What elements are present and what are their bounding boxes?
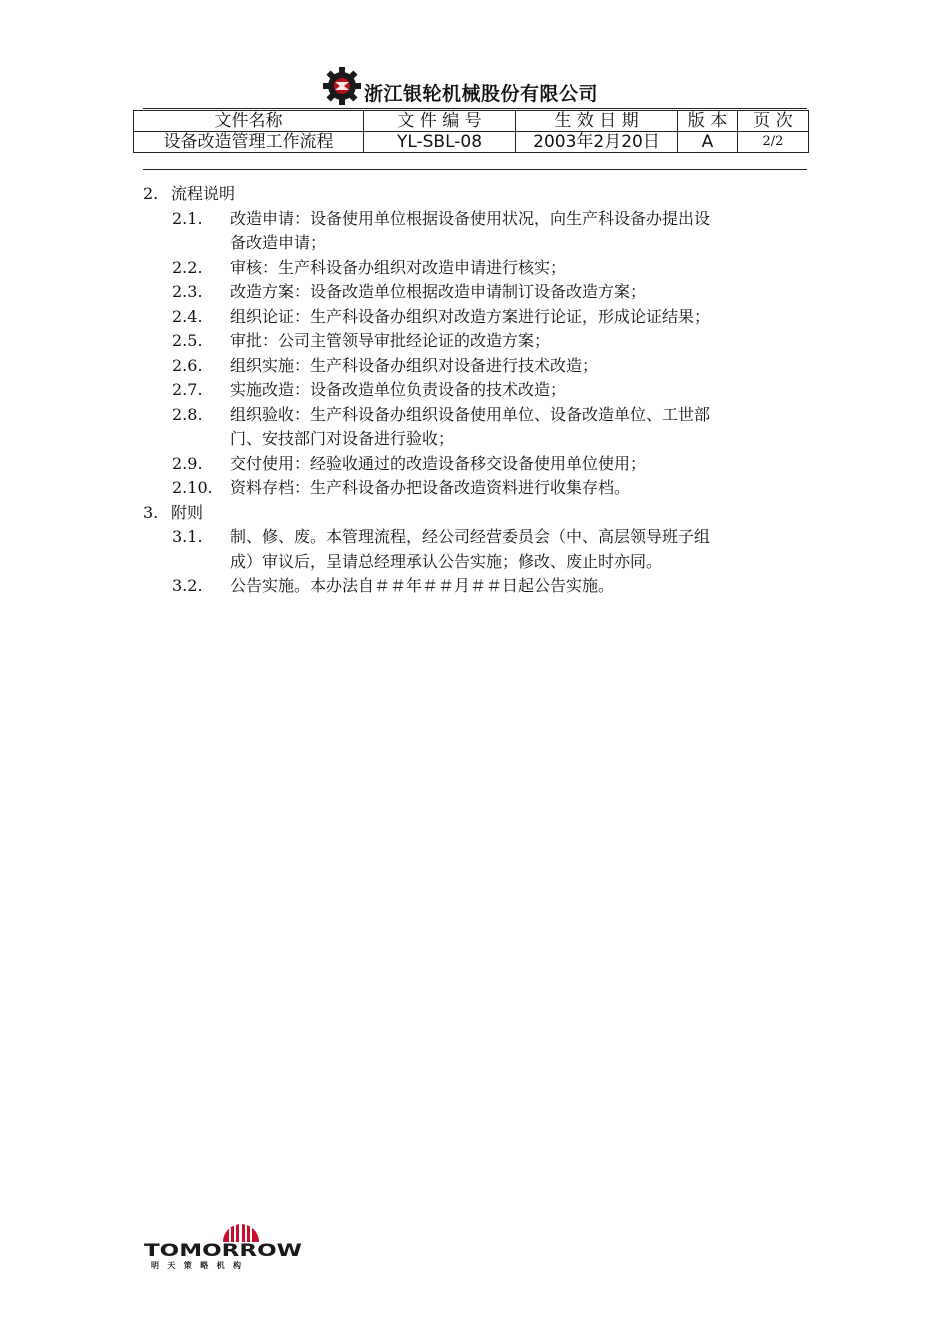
- item-number: 2.9.: [172, 453, 203, 473]
- section-title: 流程说明: [171, 184, 236, 203]
- list-item: [143, 354, 811, 379]
- col-version: 版 本: [678, 111, 738, 132]
- list-item: [143, 256, 811, 281]
- item-text: 资料存档：生产科设备办把设备改造资料进行收集存档。: [230, 478, 631, 497]
- col-doc-name: 文件名称: [134, 111, 364, 132]
- page-number: 2/2: [738, 132, 809, 153]
- item-text: 组织实施：生产科设备办组织对设备进行技术改造；: [230, 355, 599, 375]
- item-text: 公告实施。本办法自＃＃年＃＃月＃＃日起公告实施。: [230, 576, 615, 595]
- logo-wordmark: TOMORROW: [144, 1241, 303, 1261]
- doc-name: 设备改造管理工作流程: [134, 132, 364, 153]
- list-item: [143, 329, 811, 354]
- gear-logo-icon: [322, 66, 362, 106]
- col-page: 页 次: [738, 111, 809, 132]
- table-header-row: [134, 111, 809, 132]
- list-item: [143, 305, 811, 330]
- item-number: 2.8.: [172, 404, 203, 424]
- item-text: 备改造申请；: [230, 233, 327, 252]
- list-item: [143, 452, 811, 477]
- item-text: 门、安技部门对设备进行验收；: [230, 429, 455, 448]
- section-number: 2.: [143, 184, 159, 203]
- tomorrow-logo: [141, 1210, 306, 1270]
- item-number: 3.2.: [172, 576, 203, 595]
- document-body: [143, 182, 811, 599]
- header-top-rule: [143, 108, 807, 109]
- company-name: 浙江银轮机械股份有限公司: [364, 82, 599, 105]
- item-text: 交付使用：经验收通过的改造设备移交设备使用单位使用；: [230, 453, 647, 473]
- list-item: [143, 525, 811, 574]
- company-header: [322, 66, 598, 106]
- document-info-table: [133, 110, 809, 153]
- effective-date: 2003年2月20日: [516, 132, 678, 153]
- item-text: 成）审议后，呈请总经理承认公告实施；修改、废止时亦同。: [230, 551, 663, 571]
- table-value-row: [134, 132, 809, 153]
- item-text: 改造申请：设备使用单位根据设备使用状况，向生产科设备办提出设: [230, 208, 711, 228]
- section-number: 3.: [143, 502, 159, 522]
- item-text: 实施改造：设备改造单位负责设备的技术改造；: [230, 380, 567, 399]
- item-number: 3.1.: [172, 527, 203, 546]
- list-item: [143, 280, 811, 305]
- list-item: [143, 207, 811, 256]
- list-item: [143, 403, 811, 452]
- list-item: [143, 574, 811, 599]
- version: A: [678, 132, 738, 153]
- list-item: [143, 378, 811, 403]
- skyline-icon: [223, 1221, 259, 1242]
- item-number: 2.3.: [172, 282, 203, 301]
- item-text: 审核：生产科设备办组织对改造申请进行核实；: [230, 257, 567, 277]
- section-heading: [143, 182, 811, 207]
- item-number: 2.2.: [172, 257, 203, 277]
- doc-number: YL-SBL-08: [364, 132, 516, 153]
- section-title: 附则: [171, 502, 204, 522]
- header-divider: [143, 169, 807, 170]
- item-text: 改造方案：设备改造单位根据改造申请制订设备改造方案；: [230, 282, 647, 301]
- item-text: 组织验收：生产科设备办组织设备使用单位、设备改造单位、工世部: [230, 404, 711, 424]
- logo-subtitle: 明 天 策 略 机 构: [151, 1261, 241, 1270]
- section-heading: [143, 501, 811, 526]
- item-number: 2.5.: [172, 331, 203, 350]
- item-text: 组织论证：生产科设备办组织对改造方案进行论证，形成论证结果；: [230, 306, 711, 326]
- list-item: [143, 476, 811, 501]
- col-doc-number: 文 件 编 号: [364, 111, 516, 132]
- item-text: 制、修、废。本管理流程，经公司经营委员会（中、高层领导班子组: [230, 527, 711, 546]
- item-number: 2.7.: [172, 380, 203, 399]
- item-number: 2.4.: [172, 306, 203, 326]
- item-number: 2.1.: [172, 208, 203, 228]
- col-effective-date: 生 效 日 期: [516, 111, 678, 132]
- item-number: 2.10.: [172, 478, 213, 497]
- item-number: 2.6.: [172, 355, 203, 375]
- item-text: 审批：公司主管领导审批经论证的改造方案；: [230, 331, 551, 350]
